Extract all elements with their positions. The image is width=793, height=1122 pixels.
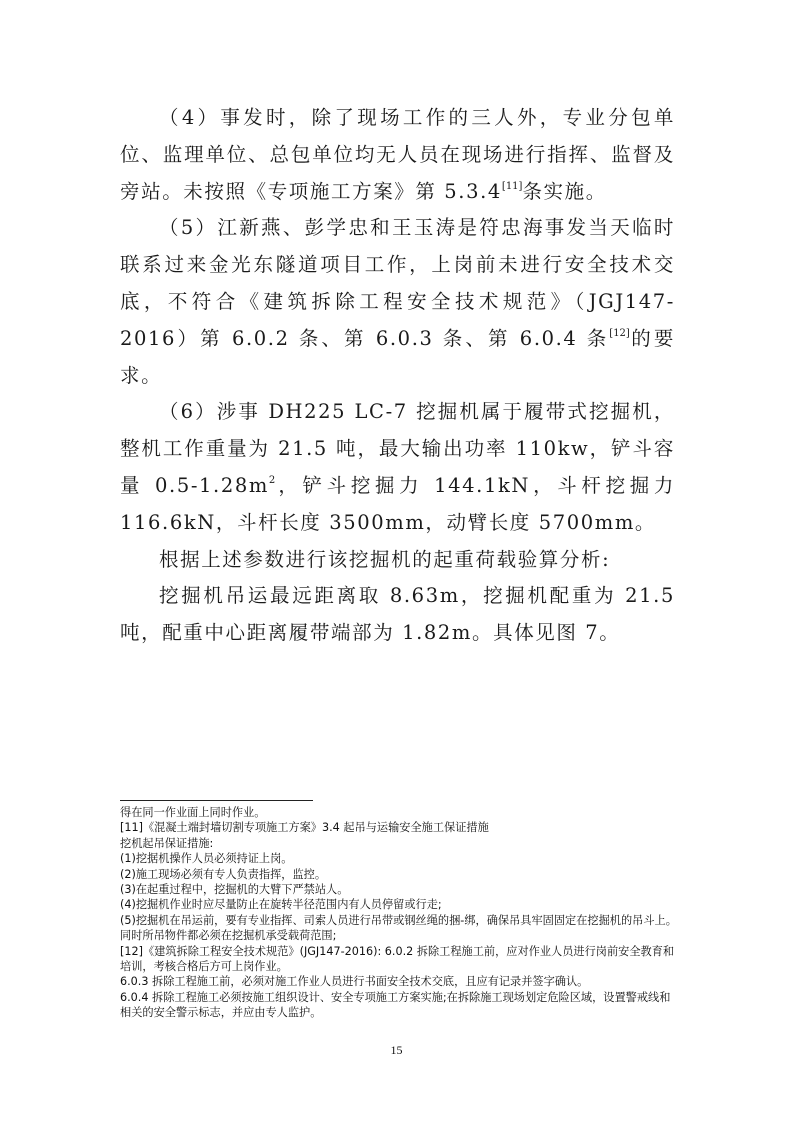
footnote-line: (5)挖掘机在吊运前，要有专业指挥、司索人员进行吊带或钢丝绳的捆-绑，确保吊具牢固固定在挖掘机的吊斗上。同时所吊物件都必须在挖掘机承受载荷范围; [120, 913, 677, 943]
paragraph-text: 的要求。 [120, 326, 675, 387]
footnote-ref-11[interactable]: [11] [501, 180, 523, 192]
superscript-squared: 2 [268, 474, 276, 486]
paragraph-text: 根据上述参数进行该挖掘机的起重荷载验算分析: [159, 547, 611, 571]
paragraph-analysis-intro [120, 542, 675, 579]
footnote-line: 挖机起吊保证措施: [120, 836, 214, 850]
footnote-separator [120, 800, 313, 801]
footnote-line: (4)挖掘机作业时应尽量防止在旋转半径范围内有人员停留或行走; [120, 898, 442, 912]
paragraph-load-parameters [120, 578, 675, 652]
footnote-line: 得在同一作业面上同时作业。 [120, 806, 266, 819]
footnote-line: 6.0.4 拆除工程施工必须按施工组织设计、安全专项施工方案实施;在拆除施工现场划定危险区域，设置警戒线和相关的安全警示标志，并应由专人监护。 [120, 990, 671, 1020]
footnote-line: (2)施工现场必须有专人负责指挥，监控。 [120, 867, 327, 881]
paragraph-text: ，铲斗挖掘力 144.1kN，斗杆挖掘力 116.6kN，斗杆长度 3500mm，动臂长度 5700mm。 [120, 473, 675, 534]
paragraph-4 [120, 100, 675, 210]
paragraph-text: （4）事发时，除了现场工作的三人外，专业分包单位、监理单位、总包单位均无人员在现场进行指挥、监督及旁站。未按照《专项施工方案》第 5.3.4 [120, 106, 675, 203]
footnote-12: [12]《建筑拆除工程安全技术规范》(JGJ147-2016): 6.0.2 拆除工程施工前，应对作业人员进行岗前安全教育和培训，考核合格后方可上岗作业。 [120, 944, 675, 974]
footnote-11: [11]《混凝土端封墙切割专项施工方案》3.4 起吊与运输安全施工保证措施 [120, 821, 489, 835]
paragraph-text: （5）江新燕、彭学忠和王玉涛是符忠海事发当天临时联系过来金光东隧道项目工作，上岗前未进行安全技术交底，不符合《建筑拆除工程安全技术规范》（JGJ147-2016）第 6.0.2 条、第 6.0.3 条、第 6.0.4 条 [120, 216, 675, 350]
footnote-line: (3)在起重过程中，挖掘机的大臂下严禁站人。 [120, 883, 349, 897]
footnote-ref-12[interactable]: [12] [609, 327, 630, 339]
paragraph-text: （6）涉事 DH225 LC-7 挖掘机属于履带式挖掘机，整机工作重量为 21.5 吨，最大输出功率 110kw，铲斗容量 0.5-1.28m [120, 400, 675, 497]
page-number: 15 [390, 1043, 403, 1057]
paragraph-5 [120, 210, 675, 394]
footnote-line: 6.0.3 拆除工程施工前，必须对施工作业人员进行书面安全技术交底，且应有记录并签字确认。 [120, 975, 589, 989]
body-text [120, 100, 675, 652]
footnote-line: (1)挖据机操作人员必须持证上岗。 [120, 852, 293, 866]
paragraph-6 [120, 394, 675, 541]
paragraph-text: 挖掘机吊运最远距离取 8.63m，挖掘机配重为 21.5 吨，配重中心距离履带端部为 1.82m。具体见图 7。 [120, 584, 675, 645]
paragraph-text: 条实施。 [522, 179, 607, 203]
footnotes [120, 805, 680, 1021]
